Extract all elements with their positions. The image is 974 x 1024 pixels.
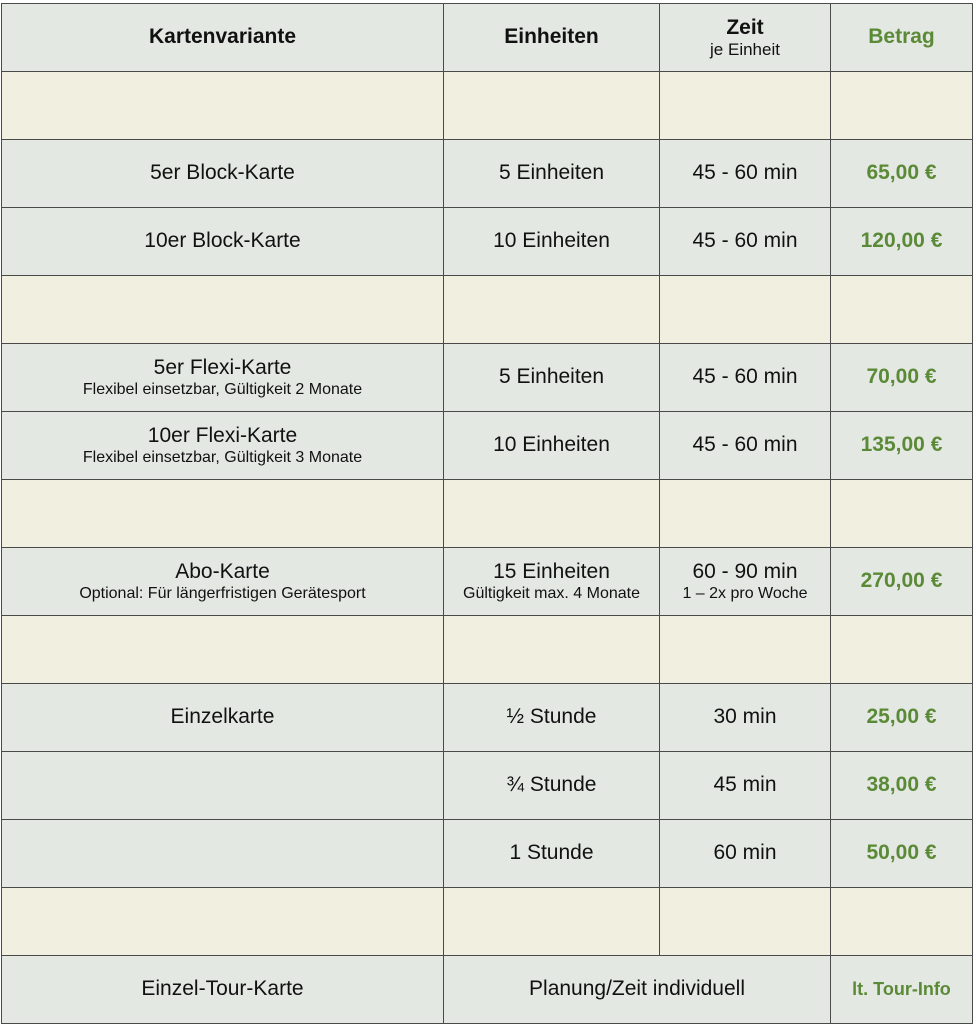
price-table: [1, 3, 973, 1024]
planning-cell: Planung/Zeit individuell: [444, 956, 831, 1024]
variant-note: Optional: Für längerfristigen Gerätesport: [79, 584, 366, 602]
variant-note: Flexibel einsetzbar, Gültigkeit 3 Monate: [82, 448, 363, 466]
variant-cell: Einzel-Tour-Karte: [2, 956, 444, 1024]
table-row: [2, 820, 973, 888]
table-row: [2, 548, 973, 616]
units-cell: 1 Stunde: [444, 820, 660, 888]
amount-cell: 25,00 €: [831, 684, 973, 752]
amount-cell: 135,00 €: [831, 412, 973, 480]
units-cell: ¾ Stunde: [444, 752, 660, 820]
header-amount: Betrag: [831, 4, 973, 72]
amount-cell: 70,00 €: [831, 344, 973, 412]
tour-row: [2, 956, 973, 1024]
table-row: [2, 412, 973, 480]
time-cell: 45 - 60 min: [660, 140, 831, 208]
variant-cell: Abo-Karte Optional: Für längerfristigen Gerätesport: [2, 548, 444, 616]
time-cell: 30 min: [660, 684, 831, 752]
units-cell: 5 Einheiten: [444, 344, 660, 412]
spacer-row: [2, 616, 973, 684]
variant-note: Flexibel einsetzbar, Gültigkeit 2 Monate: [82, 380, 363, 398]
time-cell: 45 - 60 min: [660, 208, 831, 276]
table-row: [2, 684, 973, 752]
amount-cell: 65,00 €: [831, 140, 973, 208]
variant-cell: [2, 820, 444, 888]
time-cell: 45 - 60 min: [660, 412, 831, 480]
time-cell: 60 min: [660, 820, 831, 888]
spacer-row: [2, 276, 973, 344]
amount-cell: 270,00 €: [831, 548, 973, 616]
time-cell: 60 - 90 min 1 – 2x pro Woche: [660, 548, 831, 616]
amount-cell: 38,00 €: [831, 752, 973, 820]
header-units: Einheiten: [444, 4, 660, 72]
time-cell: 45 min: [660, 752, 831, 820]
header-time-sub: je Einheit: [710, 39, 780, 59]
variant-cell: 10er Flexi-Karte Flexibel einsetzbar, Gültigkeit 3 Monate: [2, 412, 444, 480]
units-cell: 10 Einheiten: [444, 412, 660, 480]
units-cell: 5 Einheiten: [444, 140, 660, 208]
spacer-row: [2, 480, 973, 548]
amount-cell: 50,00 €: [831, 820, 973, 888]
table-row: [2, 344, 973, 412]
amount-cell: 120,00 €: [831, 208, 973, 276]
table-row: [2, 140, 973, 208]
table-row: [2, 752, 973, 820]
spacer-row: [2, 888, 973, 956]
units-cell: 10 Einheiten: [444, 208, 660, 276]
units-cell: 15 Einheiten Gültigkeit max. 4 Monate: [444, 548, 660, 616]
variant-cell: 10er Block-Karte: [2, 208, 444, 276]
spacer-row: [2, 72, 973, 140]
units-cell: ½ Stunde: [444, 684, 660, 752]
time-note: 1 – 2x pro Woche: [682, 584, 808, 602]
variant-cell: [2, 752, 444, 820]
table-row: [2, 208, 973, 276]
time-cell: 45 - 60 min: [660, 344, 831, 412]
header-variant: Kartenvariante: [2, 4, 444, 72]
header-time: Zeit je Einheit: [660, 4, 831, 72]
variant-cell: 5er Block-Karte: [2, 140, 444, 208]
table-header-row: [2, 4, 973, 72]
amount-cell: lt. Tour-Info: [831, 956, 973, 1024]
variant-cell: 5er Flexi-Karte Flexibel einsetzbar, Gültigkeit 2 Monate: [2, 344, 444, 412]
units-note: Gültigkeit max. 4 Monate: [463, 584, 640, 602]
variant-cell: Einzelkarte: [2, 684, 444, 752]
